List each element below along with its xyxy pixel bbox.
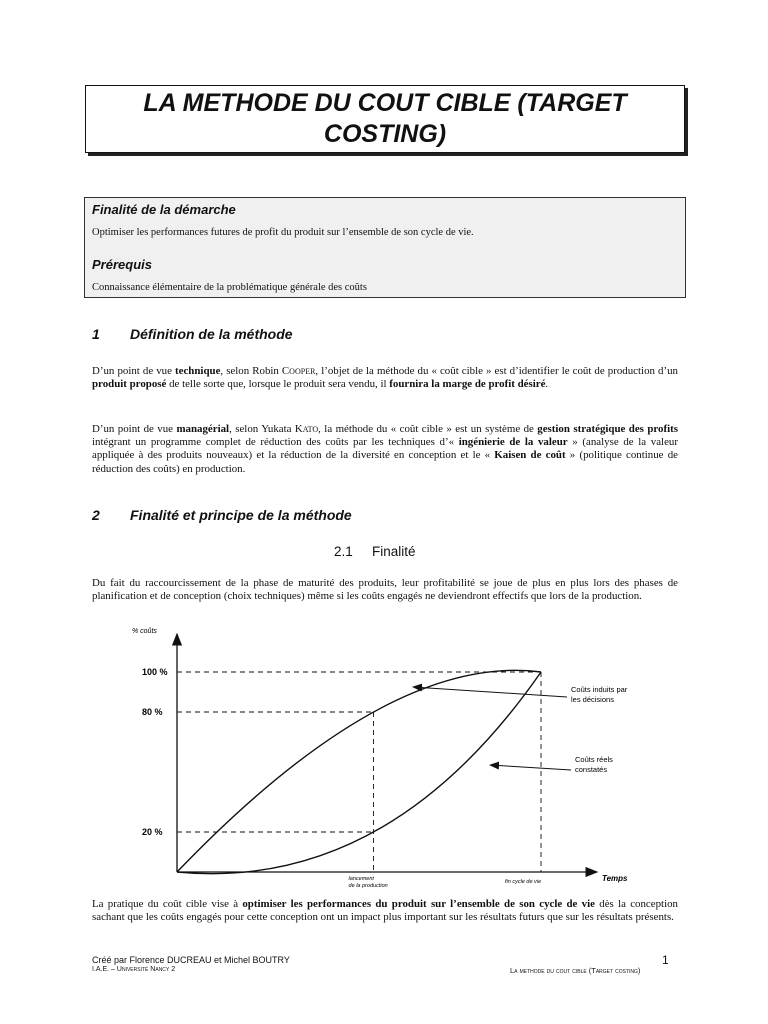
y-tick-label: 80 % <box>142 707 163 717</box>
subsection-2-1-title: Finalité <box>372 544 416 559</box>
section-1-title: Définition de la méthode <box>130 326 293 342</box>
finalite-text: Optimiser les performances futures de profit du produit sur l’ensemble de son cycle de vie. <box>92 227 474 238</box>
section-1-heading <box>92 326 293 342</box>
y-tick-label: 100 % <box>142 667 168 677</box>
finalite-heading: Finalité de la démarche <box>92 202 236 217</box>
title-box <box>85 85 685 153</box>
annotation-induced-costs: Coûts induits par <box>571 685 628 694</box>
section-2-number: 2 <box>92 507 100 523</box>
series-line-induced-costs <box>177 670 541 872</box>
annotation-arrow-induced <box>413 687 567 697</box>
section-1-paragraph-1: D’un point de vue technique, selon Robin Cooper, l’objet de la méthode du « coût cible » est d’identifier le coût de production d’un produit proposé de telle sorte que, lorsque le produit sera vendu, il fournira la marge de profit désiré. <box>92 365 678 391</box>
subsection-2-1-number: 2.1 <box>334 544 353 559</box>
section-1-number: 1 <box>92 326 100 342</box>
page-number: 1 <box>662 953 669 967</box>
section-2-heading <box>92 507 352 523</box>
section-1-paragraph-2: D’un point de vue managérial, selon Yukata Kato, la méthode du « coût cible » est un système de gestion stratégique des profits intégrant un programme complet de réduction des coûts par les techniques d’« ingénierie de la valeur » (analyse de la valeur appliquée à des produits nouveaux) et la réduction de la diversité en conception et le « Kaisen de coût » (politique continue de réduction des coûts) en production. <box>92 423 678 475</box>
series-line-actual-costs <box>177 672 541 874</box>
x-tick-label: lancement <box>348 876 374 882</box>
cost-chart <box>0 622 768 892</box>
x-axis-label: Temps <box>602 874 628 883</box>
y-tick-label: 20 % <box>142 827 163 837</box>
annotation-arrow-actual <box>490 765 571 770</box>
subsection-2-1-heading <box>334 544 416 559</box>
running-title: La methode du cout cible (Target costing) <box>510 966 641 975</box>
footer-authors: Créé par Florence DUCREAU et Michel BOUTRY <box>92 955 290 965</box>
summary-box <box>84 197 686 298</box>
prerequis-heading: Prérequis <box>92 257 152 272</box>
annotation-actual-costs: constatés <box>575 765 608 774</box>
page-title: LA METHODE DU COUT CIBLE (TARGET COSTING) <box>143 89 627 148</box>
section-2-paragraph-2: La pratique du coût cible vise à optimiser les performances du produit sur l’ensemble de son cycle de vie dès la conception sachant que les coûts engagés pour cette conception ont un impact plus important sur les résultats futurs que sur les résultats présents. <box>92 898 678 924</box>
section-2-title: Finalité et principe de la méthode <box>130 507 352 523</box>
x-tick-label: de la production <box>348 883 388 889</box>
section-2-paragraph-1: Du fait du raccourcissement de la phase de maturité des produits, leur profitabilité se joue de plus en plus lors des phases de planification et de conception (choix techniques) même si les coûts engagés ne deviendront effectifs que lors de la production. <box>92 577 678 603</box>
annotation-induced-costs: les décisions <box>571 695 614 704</box>
footer-organisation: I.A.E. – Université Nancy 2 <box>92 966 176 973</box>
annotation-actual-costs: Coûts réels <box>575 755 613 764</box>
prerequis-text: Connaissance élémentaire de la problématique générale des coûts <box>92 282 367 293</box>
x-tick-label: fin cycle de vie <box>505 879 542 885</box>
y-axis-label: % coûts <box>132 628 157 635</box>
